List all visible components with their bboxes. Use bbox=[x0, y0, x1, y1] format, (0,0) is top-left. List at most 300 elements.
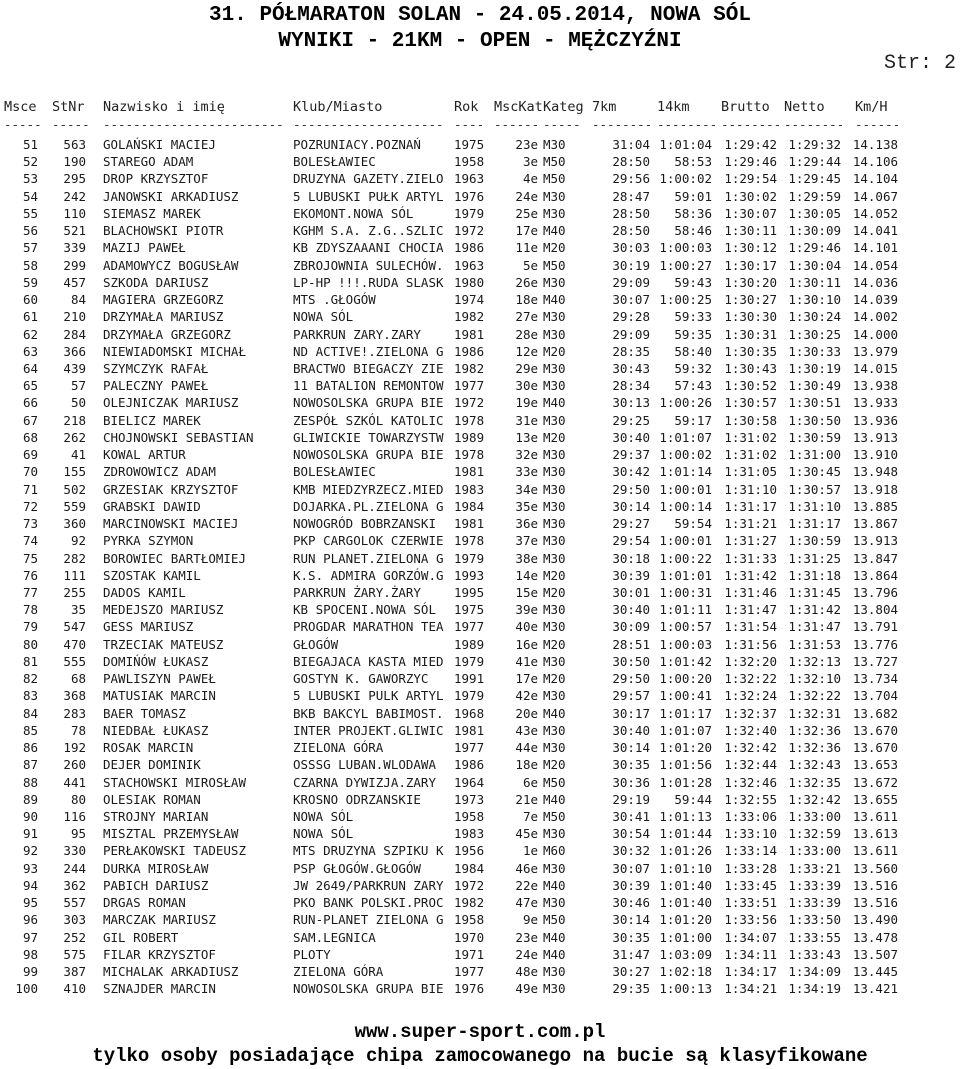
cell-name: NIEDBAŁ ŁUKASZ bbox=[103, 722, 209, 738]
cell-split-7km: 31:04 bbox=[612, 137, 650, 152]
cell-category: M30 bbox=[543, 309, 566, 325]
cell-speed: 13.670 bbox=[852, 740, 898, 756]
cell-net-time: 1:30:04 bbox=[788, 257, 841, 273]
footer-note: tylko osoby posiadające chipa zamocowanego na bucie są klasyfikowane bbox=[92, 1045, 868, 1067]
cell-place: 80 bbox=[22, 636, 38, 652]
column-header-cat-place: MscKat bbox=[494, 99, 543, 115]
cell-speed: 14.106 bbox=[852, 154, 898, 170]
cell-gross-time: 1:29:46 bbox=[724, 154, 777, 170]
cell-name: FILAR KRZYSZTOF bbox=[103, 946, 216, 962]
cell-gross-time: 1:30:17 bbox=[724, 257, 777, 273]
cell-split-14km: 1:00:25 bbox=[659, 292, 712, 308]
cell-split-7km: 30:19 bbox=[612, 257, 650, 273]
header-separator: -------------------- bbox=[293, 117, 444, 132]
table-row bbox=[0, 430, 960, 446]
header-separator: ------ bbox=[494, 117, 540, 132]
cell-split-14km: 59:17 bbox=[674, 412, 712, 428]
cell-name: MATUSIAK MARCIN bbox=[103, 688, 216, 704]
cell-start-no: 299 bbox=[63, 257, 86, 273]
cell-split-14km: 1:00:20 bbox=[659, 671, 712, 687]
cell-club: KGHM S.A. Z.G..SZLIC bbox=[293, 223, 444, 239]
cell-year: 1982 bbox=[454, 895, 485, 911]
cell-split-7km: 30:17 bbox=[612, 705, 650, 721]
table-row bbox=[0, 809, 960, 825]
cell-place: 54 bbox=[22, 188, 38, 204]
cell-net-time: 1:32:35 bbox=[788, 774, 841, 790]
cell-category: M30 bbox=[543, 860, 566, 876]
cell-club: BOLESŁAWIEC bbox=[293, 154, 376, 170]
cell-place: 61 bbox=[22, 309, 38, 325]
cell-speed: 13.936 bbox=[852, 412, 898, 428]
cell-cat-place: 28e bbox=[515, 326, 538, 342]
cell-split-7km: 30:35 bbox=[612, 757, 650, 773]
cell-split-7km: 28:34 bbox=[612, 378, 650, 394]
cell-category: M30 bbox=[543, 826, 566, 842]
cell-club: SAM.LEGNICA bbox=[293, 929, 376, 945]
cell-year: 1975 bbox=[454, 137, 485, 152]
table-row bbox=[0, 602, 960, 618]
cell-speed: 13.516 bbox=[852, 895, 898, 911]
cell-name: DOMIŃÓW ŁUKASZ bbox=[103, 653, 209, 669]
cell-club: BKB BAKCYL BABIMOST. bbox=[293, 705, 444, 721]
cell-category: M20 bbox=[543, 757, 566, 773]
cell-year: 1983 bbox=[454, 826, 485, 842]
table-row bbox=[0, 861, 960, 877]
cell-split-14km: 1:00:41 bbox=[659, 688, 712, 704]
cell-category: M30 bbox=[543, 981, 566, 997]
cell-speed: 14.067 bbox=[852, 188, 898, 204]
cell-split-7km: 30:39 bbox=[612, 567, 650, 583]
cell-split-7km: 30:07 bbox=[612, 860, 650, 876]
cell-speed: 13.913 bbox=[852, 533, 898, 549]
cell-start-no: 339 bbox=[63, 240, 86, 256]
cell-cat-place: 12e bbox=[515, 343, 538, 359]
cell-net-time: 1:32:59 bbox=[788, 826, 841, 842]
cell-category: M40 bbox=[543, 292, 566, 308]
header-separator: -------- bbox=[721, 117, 782, 132]
cell-year: 1975 bbox=[454, 602, 485, 618]
cell-split-7km: 29:50 bbox=[612, 481, 650, 497]
cell-speed: 13.804 bbox=[852, 602, 898, 618]
cell-name: ADAMOWYCZ BOGUSŁAW bbox=[103, 257, 239, 273]
table-row bbox=[0, 464, 960, 480]
cell-category: M20 bbox=[543, 567, 566, 583]
cell-club: PARKRUN ŻARY.ŻARY bbox=[293, 584, 421, 600]
cell-split-7km: 30:35 bbox=[612, 929, 650, 945]
cell-name: MEDEJSZO MARIUSZ bbox=[103, 602, 224, 618]
cell-place: 59 bbox=[22, 274, 38, 290]
cell-club: BOLESŁAWIEC bbox=[293, 464, 376, 480]
cell-year: 1989 bbox=[454, 429, 485, 445]
cell-year: 1981 bbox=[454, 516, 485, 532]
cell-place: 58 bbox=[22, 257, 38, 273]
cell-year: 1963 bbox=[454, 171, 485, 187]
column-header-net-time: Netto bbox=[784, 99, 825, 115]
cell-net-time: 1:30:11 bbox=[788, 274, 841, 290]
cell-place: 89 bbox=[22, 791, 38, 807]
cell-split-14km: 1:01:28 bbox=[659, 774, 712, 790]
cell-net-time: 1:32:13 bbox=[788, 653, 841, 669]
cell-cat-place: 32e bbox=[515, 447, 538, 463]
cell-club: CZARNA DYWIZJA.ZARY bbox=[293, 774, 436, 790]
cell-net-time: 1:34:19 bbox=[788, 981, 841, 997]
cell-category: M40 bbox=[543, 877, 566, 893]
cell-split-14km: 1:00:14 bbox=[659, 498, 712, 514]
cell-year: 1972 bbox=[454, 395, 485, 411]
cell-cat-place: 46e bbox=[515, 860, 538, 876]
cell-cat-place: 34e bbox=[515, 481, 538, 497]
cell-name: SZKODA DARIUSZ bbox=[103, 274, 209, 290]
cell-gross-time: 1:31:05 bbox=[724, 464, 777, 480]
cell-split-7km: 29:25 bbox=[612, 412, 650, 428]
cell-name: MICHALAK ARKADIUSZ bbox=[103, 964, 239, 980]
cell-start-no: 35 bbox=[70, 602, 86, 618]
cell-split-7km: 30:14 bbox=[612, 912, 650, 928]
cell-name: MAZIJ PAWEŁ bbox=[103, 240, 186, 256]
cell-category: M40 bbox=[543, 395, 566, 411]
cell-year: 1974 bbox=[454, 292, 485, 308]
cell-category: M30 bbox=[543, 464, 566, 480]
cell-split-7km: 29:09 bbox=[612, 274, 650, 290]
cell-club: PKP CARGOLOK CZERWIE bbox=[293, 533, 444, 549]
cell-gross-time: 1:29:42 bbox=[724, 137, 777, 152]
cell-net-time: 1:30:50 bbox=[788, 412, 841, 428]
cell-net-time: 1:31:47 bbox=[788, 619, 841, 635]
cell-year: 1989 bbox=[454, 636, 485, 652]
cell-speed: 14.054 bbox=[852, 257, 898, 273]
cell-name: BLACHOWSKI PIOTR bbox=[103, 223, 224, 239]
cell-club: GŁOGÓW bbox=[293, 636, 339, 652]
cell-name: STACHOWSKI MIROSŁAW bbox=[103, 774, 246, 790]
cell-split-14km: 1:01:17 bbox=[659, 705, 712, 721]
cell-net-time: 1:29:59 bbox=[788, 188, 841, 204]
table-row bbox=[0, 327, 960, 343]
cell-gross-time: 1:30:27 bbox=[724, 292, 777, 308]
cell-split-14km: 1:01:11 bbox=[659, 602, 712, 618]
cell-split-14km: 59:44 bbox=[674, 791, 712, 807]
cell-speed: 13.734 bbox=[852, 671, 898, 687]
table-row bbox=[0, 223, 960, 239]
cell-year: 1980 bbox=[454, 274, 485, 290]
cell-gross-time: 1:30:58 bbox=[724, 412, 777, 428]
cell-club: GLIWICKIE TOWARZYSTW bbox=[293, 429, 444, 445]
cell-club: EKOMONT.NOWA SÓL bbox=[293, 205, 414, 221]
table-row bbox=[0, 981, 960, 997]
cell-speed: 13.613 bbox=[852, 826, 898, 842]
cell-category: M30 bbox=[543, 274, 566, 290]
cell-speed: 13.611 bbox=[852, 843, 898, 859]
cell-name: GOLAŃSKI MACIEJ bbox=[103, 137, 216, 152]
cell-speed: 14.101 bbox=[852, 240, 898, 256]
cell-split-14km: 58:53 bbox=[674, 154, 712, 170]
cell-start-no: 547 bbox=[63, 619, 86, 635]
cell-start-no: 439 bbox=[63, 360, 86, 376]
cell-cat-place: 4e bbox=[522, 171, 538, 187]
cell-split-7km: 31:47 bbox=[612, 946, 650, 962]
cell-split-14km: 59:43 bbox=[674, 274, 712, 290]
cell-cat-place: 27e bbox=[515, 309, 538, 325]
cell-category: M20 bbox=[543, 240, 566, 256]
cell-name: PALECZNY PAWEŁ bbox=[103, 378, 209, 394]
cell-split-7km: 28:47 bbox=[612, 188, 650, 204]
cell-gross-time: 1:30:30 bbox=[724, 309, 777, 325]
cell-place: 68 bbox=[22, 429, 38, 445]
cell-split-14km: 1:00:03 bbox=[659, 240, 712, 256]
cell-category: M20 bbox=[543, 343, 566, 359]
cell-gross-time: 1:33:45 bbox=[724, 877, 777, 893]
cell-cat-place: 5e bbox=[522, 257, 538, 273]
cell-year: 1982 bbox=[454, 309, 485, 325]
cell-place: 85 bbox=[22, 722, 38, 738]
cell-start-no: 110 bbox=[63, 205, 86, 221]
cell-split-7km: 30:36 bbox=[612, 774, 650, 790]
cell-start-no: 575 bbox=[63, 946, 86, 962]
cell-place: 70 bbox=[22, 464, 38, 480]
cell-split-14km: 1:03:09 bbox=[659, 946, 712, 962]
cell-place: 100 bbox=[15, 981, 38, 997]
column-header-name: Nazwisko i imię bbox=[103, 99, 225, 115]
cell-start-no: 360 bbox=[63, 516, 86, 532]
cell-gross-time: 1:31:47 bbox=[724, 602, 777, 618]
cell-speed: 13.938 bbox=[852, 378, 898, 394]
table-row bbox=[0, 154, 960, 170]
cell-speed: 13.478 bbox=[852, 929, 898, 945]
cell-year: 1978 bbox=[454, 447, 485, 463]
cell-speed: 13.885 bbox=[852, 498, 898, 514]
cell-split-14km: 1:00:01 bbox=[659, 533, 712, 549]
header-separator: -------- bbox=[657, 117, 718, 132]
cell-year: 1978 bbox=[454, 533, 485, 549]
cell-split-14km: 1:01:14 bbox=[659, 464, 712, 480]
cell-split-14km: 58:40 bbox=[674, 343, 712, 359]
cell-cat-place: 3e bbox=[522, 154, 538, 170]
cell-club: NOWOSOLSKA GRUPA BIE bbox=[293, 447, 444, 463]
cell-start-no: 521 bbox=[63, 223, 86, 239]
cell-category: M60 bbox=[543, 843, 566, 859]
cell-category: M30 bbox=[543, 498, 566, 514]
cell-net-time: 1:30:59 bbox=[788, 429, 841, 445]
cell-speed: 13.867 bbox=[852, 516, 898, 532]
cell-club: 5 LUBUSKI PULK ARTYL bbox=[293, 688, 444, 704]
cell-start-no: 555 bbox=[63, 653, 86, 669]
cell-name: PERŁAKOWSKI TADEUSZ bbox=[103, 843, 246, 859]
cell-club: KB ZDYSZAAANI CHOCIA bbox=[293, 240, 444, 256]
cell-place: 69 bbox=[22, 447, 38, 463]
cell-year: 1977 bbox=[454, 740, 485, 756]
cell-gross-time: 1:33:56 bbox=[724, 912, 777, 928]
table-row bbox=[0, 740, 960, 756]
cell-name: BOROWIEC BARTŁOMIEJ bbox=[103, 550, 246, 566]
cell-category: M50 bbox=[543, 154, 566, 170]
cell-cat-place: 42e bbox=[515, 688, 538, 704]
cell-name: GESS MARIUSZ bbox=[103, 619, 194, 635]
cell-split-14km: 1:01:07 bbox=[659, 722, 712, 738]
table-row bbox=[0, 912, 960, 928]
cell-speed: 13.948 bbox=[852, 464, 898, 480]
cell-club: POZRUNIACY.POZNAŃ bbox=[293, 137, 421, 152]
cell-place: 52 bbox=[22, 154, 38, 170]
cell-net-time: 1:31:17 bbox=[788, 516, 841, 532]
cell-net-time: 1:31:18 bbox=[788, 567, 841, 583]
cell-cat-place: 41e bbox=[515, 653, 538, 669]
cell-speed: 13.704 bbox=[852, 688, 898, 704]
cell-place: 66 bbox=[22, 395, 38, 411]
cell-club: ZBROJOWNIA SULECHÓW. bbox=[293, 257, 444, 273]
page-number: Str: 2 bbox=[883, 52, 956, 75]
cell-speed: 13.560 bbox=[852, 860, 898, 876]
cell-cat-place: 20e bbox=[515, 705, 538, 721]
cell-gross-time: 1:31:17 bbox=[724, 498, 777, 514]
cell-place: 57 bbox=[22, 240, 38, 256]
cell-club: LP-HP !!!.RUDA SLASK bbox=[293, 274, 444, 290]
cell-split-7km: 30:18 bbox=[612, 550, 650, 566]
cell-name: TRZECIAK MATEUSZ bbox=[103, 636, 224, 652]
column-header-year: Rok bbox=[454, 99, 479, 115]
table-row bbox=[0, 775, 960, 791]
cell-split-7km: 29:54 bbox=[612, 533, 650, 549]
cell-cat-place: 22e bbox=[515, 877, 538, 893]
cell-year: 1958 bbox=[454, 154, 485, 170]
column-header-start-no: StNr bbox=[52, 99, 85, 115]
cell-club: PSP GŁOGÓW.GŁOGÓW bbox=[293, 860, 421, 876]
cell-net-time: 1:32:36 bbox=[788, 722, 841, 738]
cell-split-7km: 29:28 bbox=[612, 309, 650, 325]
cell-cat-place: 18e bbox=[515, 292, 538, 308]
cell-start-no: 557 bbox=[63, 895, 86, 911]
column-header-place: Msce bbox=[4, 99, 37, 115]
table-row bbox=[0, 378, 960, 394]
cell-club: PARKRUN ZARY.ZARY bbox=[293, 326, 421, 342]
cell-place: 75 bbox=[22, 550, 38, 566]
cell-speed: 13.421 bbox=[852, 981, 898, 997]
cell-split-14km: 59:35 bbox=[674, 326, 712, 342]
cell-place: 83 bbox=[22, 688, 38, 704]
table-row bbox=[0, 516, 960, 532]
cell-gross-time: 1:31:46 bbox=[724, 584, 777, 600]
cell-name: STROJNY MARIAN bbox=[103, 808, 209, 824]
table-row bbox=[0, 447, 960, 463]
cell-net-time: 1:34:09 bbox=[788, 964, 841, 980]
cell-split-14km: 1:00:02 bbox=[659, 171, 712, 187]
cell-category: M30 bbox=[543, 378, 566, 394]
cell-category: M40 bbox=[543, 946, 566, 962]
cell-gross-time: 1:31:54 bbox=[724, 619, 777, 635]
column-header-split-14km: 14km bbox=[657, 99, 690, 115]
cell-category: M30 bbox=[543, 533, 566, 549]
cell-start-no: 190 bbox=[63, 154, 86, 170]
cell-cat-place: 49e bbox=[515, 981, 538, 997]
cell-net-time: 1:30:19 bbox=[788, 360, 841, 376]
cell-start-no: 457 bbox=[63, 274, 86, 290]
cell-speed: 13.672 bbox=[852, 774, 898, 790]
cell-club: BRACTWO BIEGACZY ZIE bbox=[293, 360, 444, 376]
cell-category: M30 bbox=[543, 964, 566, 980]
cell-place: 53 bbox=[22, 171, 38, 187]
cell-year: 1995 bbox=[454, 584, 485, 600]
table-row bbox=[0, 395, 960, 411]
cell-net-time: 1:29:45 bbox=[788, 171, 841, 187]
cell-gross-time: 1:33:28 bbox=[724, 860, 777, 876]
cell-start-no: 563 bbox=[63, 137, 86, 152]
cell-cat-place: 15e bbox=[515, 584, 538, 600]
cell-place: 78 bbox=[22, 602, 38, 618]
cell-gross-time: 1:32:40 bbox=[724, 722, 777, 738]
cell-net-time: 1:30:51 bbox=[788, 395, 841, 411]
table-row bbox=[0, 688, 960, 704]
cell-start-no: 68 bbox=[70, 671, 86, 687]
table-row bbox=[0, 344, 960, 360]
header-separator: ----- bbox=[52, 117, 90, 132]
cell-club: KB SPOCENI.NOWA SÓL bbox=[293, 602, 436, 618]
cell-category: M40 bbox=[543, 929, 566, 945]
cell-name: MARCINOWSKI MACIEJ bbox=[103, 516, 239, 532]
cell-club: ZIELONA GÓRA bbox=[293, 740, 384, 756]
cell-net-time: 1:33:00 bbox=[788, 808, 841, 824]
cell-speed: 14.000 bbox=[852, 326, 898, 342]
cell-year: 1984 bbox=[454, 860, 485, 876]
cell-name: STAREGO ADAM bbox=[103, 154, 194, 170]
cell-speed: 13.653 bbox=[852, 757, 898, 773]
cell-gross-time: 1:34:11 bbox=[724, 946, 777, 962]
cell-split-14km: 1:00:27 bbox=[659, 257, 712, 273]
cell-speed: 13.507 bbox=[852, 946, 898, 962]
cell-start-no: 244 bbox=[63, 860, 86, 876]
column-header-category: Kateg bbox=[543, 99, 584, 115]
cell-speed: 13.979 bbox=[852, 343, 898, 359]
cell-place: 84 bbox=[22, 705, 38, 721]
results-subtitle: WYNIKI - 21KM - OPEN - MĘŻCZYŹNI bbox=[278, 30, 682, 53]
table-row bbox=[0, 568, 960, 584]
cell-year: 1991 bbox=[454, 671, 485, 687]
cell-category: M30 bbox=[543, 481, 566, 497]
cell-year: 1972 bbox=[454, 877, 485, 893]
cell-category: M30 bbox=[543, 516, 566, 532]
cell-gross-time: 1:32:22 bbox=[724, 671, 777, 687]
cell-place: 72 bbox=[22, 498, 38, 514]
cell-split-7km: 30:46 bbox=[612, 895, 650, 911]
cell-year: 1976 bbox=[454, 188, 485, 204]
cell-year: 1977 bbox=[454, 378, 485, 394]
cell-split-14km: 1:02:18 bbox=[659, 964, 712, 980]
cell-cat-place: 48e bbox=[515, 964, 538, 980]
cell-net-time: 1:30:33 bbox=[788, 343, 841, 359]
cell-year: 1986 bbox=[454, 240, 485, 256]
cell-net-time: 1:33:21 bbox=[788, 860, 841, 876]
cell-category: M30 bbox=[543, 740, 566, 756]
cell-cat-place: 16e bbox=[515, 636, 538, 652]
cell-split-14km: 59:32 bbox=[674, 360, 712, 376]
cell-name: OLESIAK ROMAN bbox=[103, 791, 201, 807]
cell-category: M30 bbox=[543, 326, 566, 342]
cell-gross-time: 1:32:55 bbox=[724, 791, 777, 807]
cell-gross-time: 1:33:10 bbox=[724, 826, 777, 842]
cell-place: 51 bbox=[22, 137, 38, 152]
cell-cat-place: 25e bbox=[515, 205, 538, 221]
cell-cat-place: 9e bbox=[522, 912, 538, 928]
cell-year: 1977 bbox=[454, 619, 485, 635]
cell-start-no: 95 bbox=[70, 826, 86, 842]
cell-category: M30 bbox=[543, 447, 566, 463]
cell-start-no: 80 bbox=[70, 791, 86, 807]
table-row bbox=[0, 843, 960, 859]
cell-split-7km: 30:27 bbox=[612, 964, 650, 980]
cell-net-time: 1:31:10 bbox=[788, 498, 841, 514]
cell-cat-place: 29e bbox=[515, 360, 538, 376]
cell-speed: 14.015 bbox=[852, 360, 898, 376]
table-row bbox=[0, 413, 960, 429]
cell-place: 92 bbox=[22, 843, 38, 859]
cell-club: RUN-PLANET ZIELONA G bbox=[293, 912, 444, 928]
